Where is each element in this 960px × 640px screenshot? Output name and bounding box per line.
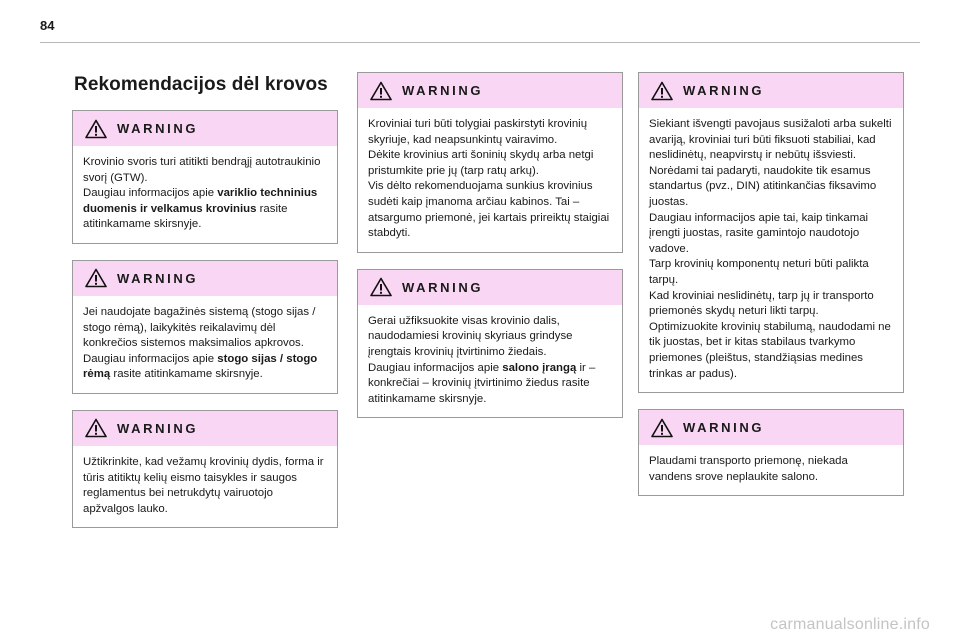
top-rule: [40, 42, 920, 43]
text-run: Daugiau informacijos apie: [83, 352, 218, 365]
warning-header: [73, 411, 337, 446]
warning-paragraph: [83, 186, 327, 233]
warning-paragraph: [83, 455, 327, 517]
warning-triangle-icon: [370, 277, 392, 297]
warning-box: [72, 260, 338, 394]
page-number: 84: [40, 18, 55, 33]
warning-paragraph: [649, 257, 893, 288]
warning-box: [72, 110, 338, 244]
text-run: Gerai užfiksuokite visas krovinio dalis, naudodamiesi krovinių skyriaus grindyse įrengtais krovinių įtvirtinimo žiedais.: [368, 314, 573, 358]
column-3: [638, 72, 904, 512]
text-run: Dėkite krovinius arti šoninių skydų arba netgi pristumkite prie jų (tarp ratų arkų).: [368, 149, 594, 177]
warning-paragraph: [368, 361, 612, 408]
warning-text: [358, 108, 622, 252]
text-run: Užtikrinkite, kad vežamų krovinių dydis, forma ir tūris atitiktų kelių eismo taisykles ir saugos reglamentus bei netrukdytų vairuotojo apžvalgos lauko.: [83, 455, 324, 515]
warning-paragraph: [368, 179, 612, 241]
column-2: [357, 72, 623, 434]
text-run: rasite atitinkamame skirsnyje.: [83, 202, 288, 231]
text-run: Optimizuokite krovinių stabilumą, naudodami ne tik juostas, bet ir kitas stabilaus tvarkymo priemones (pleištus, standžiąsias medines trinkas ar padus).: [649, 320, 891, 380]
warning-header: [73, 111, 337, 146]
warning-paragraph: [649, 454, 893, 485]
warning-text: [73, 446, 337, 527]
text-run: Tarp krovinių komponentų neturi būti palikta tarpų.: [649, 258, 869, 286]
text-run: Plaudami transporto priemonę, niekada vandens srove neplaukite salono.: [649, 455, 848, 483]
warning-paragraph: [649, 289, 893, 320]
warning-label: WARNING: [683, 83, 765, 98]
warning-text: [639, 108, 903, 392]
warning-paragraph: [368, 117, 612, 148]
warning-paragraph: [83, 155, 327, 186]
column-1: [72, 72, 338, 544]
text-run: Jei naudojate bagažinės sistemą (stogo sijas / stogo rėmą), laikykitės reikalavimų dėl konkrečios sistemos maksimalios apkrovos.: [83, 305, 316, 350]
text-run: rasite atitinkamame skirsnyje.: [110, 368, 263, 381]
warning-triangle-icon: [85, 268, 107, 288]
warning-box: [357, 269, 623, 419]
warning-paragraph: [83, 352, 327, 383]
warning-text: [639, 445, 903, 495]
warning-label: WARNING: [402, 83, 484, 98]
warning-text: [73, 146, 337, 243]
warning-paragraph: [649, 320, 893, 382]
warning-text: [73, 296, 337, 393]
warning-text: [358, 305, 622, 418]
text-run: Daugiau informacijos apie tai, kaip tinkamai įrengti juostas, rasite gamintojo naudotojo vadove.: [649, 211, 869, 255]
warning-triangle-icon: [651, 418, 673, 438]
warning-label: WARNING: [402, 279, 484, 295]
warning-label: WARNING: [117, 121, 199, 136]
text-run: Krovinio svoris turi atitikti bendrąjį autotraukinio svorį (GTW).: [83, 156, 321, 184]
warning-header: [639, 73, 903, 108]
warning-box: [72, 410, 338, 528]
warning-label: WARNING: [117, 420, 199, 436]
warning-paragraph: [649, 117, 893, 211]
section-title: Rekomendacijos dėl krovos: [74, 74, 328, 95]
text-run: Daugiau informacijos apie: [368, 361, 503, 374]
text-run: Vis dėlto rekomenduojama sunkius krovinius sudėti kaip įmanoma arčiau kabinos. Tai – atsargumo priemonė, jei kartais prireiktų staigiai stabdyti.: [368, 180, 610, 240]
bold-reference: salono įrangą: [502, 361, 577, 374]
warning-box: [638, 72, 904, 393]
warning-triangle-icon: [85, 119, 107, 139]
bold-reference: variklio techninius duomenis ir velkamus krovinius: [83, 187, 318, 215]
text-run: Kad kroviniai neslidinėtų, tarp jų ir transporto priemonės skydų neturi likti tarpų.: [649, 289, 874, 318]
watermark: carmanualsonline.info: [770, 616, 930, 633]
warning-triangle-icon: [85, 418, 107, 438]
warning-header: [358, 73, 622, 108]
text-run: Siekiant išvengti pavojaus susižaloti arba sukelti avariją, kroviniai turi būti fiksuoti stabiliai, kad neslidinėtų, neapvirstų ir nebūtų išsviesti. Norėdami tai padaryti, naudokite tik esamus standartus (pvz., DIN) atitinkančias fiksavimo juostas.: [649, 118, 892, 208]
warning-paragraph: [83, 305, 327, 352]
warning-header: [639, 410, 903, 445]
bold-reference: stogo sijas / stogo rėmą: [83, 352, 318, 381]
warning-header: [358, 270, 622, 305]
text-run: ir – konkrečiai – krovinių įtvirtinimo žiedus rasite atitinkamame skirsnyje.: [368, 361, 596, 405]
warning-header: [73, 261, 337, 296]
warning-label: WARNING: [683, 420, 765, 436]
warning-triangle-icon: [370, 81, 392, 101]
warning-paragraph: [368, 314, 612, 361]
warning-box: [638, 409, 904, 496]
warning-paragraph: [649, 211, 893, 258]
warning-paragraph: [368, 148, 612, 179]
text-run: Kroviniai turi būti tolygiai paskirstyti krovinių skyriuje, kad neapsunkintų vairavimo.: [368, 118, 588, 146]
warning-triangle-icon: [651, 81, 673, 101]
warning-box: [357, 72, 623, 253]
warning-label: WARNING: [117, 270, 199, 286]
text-run: Daugiau informacijos apie: [83, 187, 218, 200]
